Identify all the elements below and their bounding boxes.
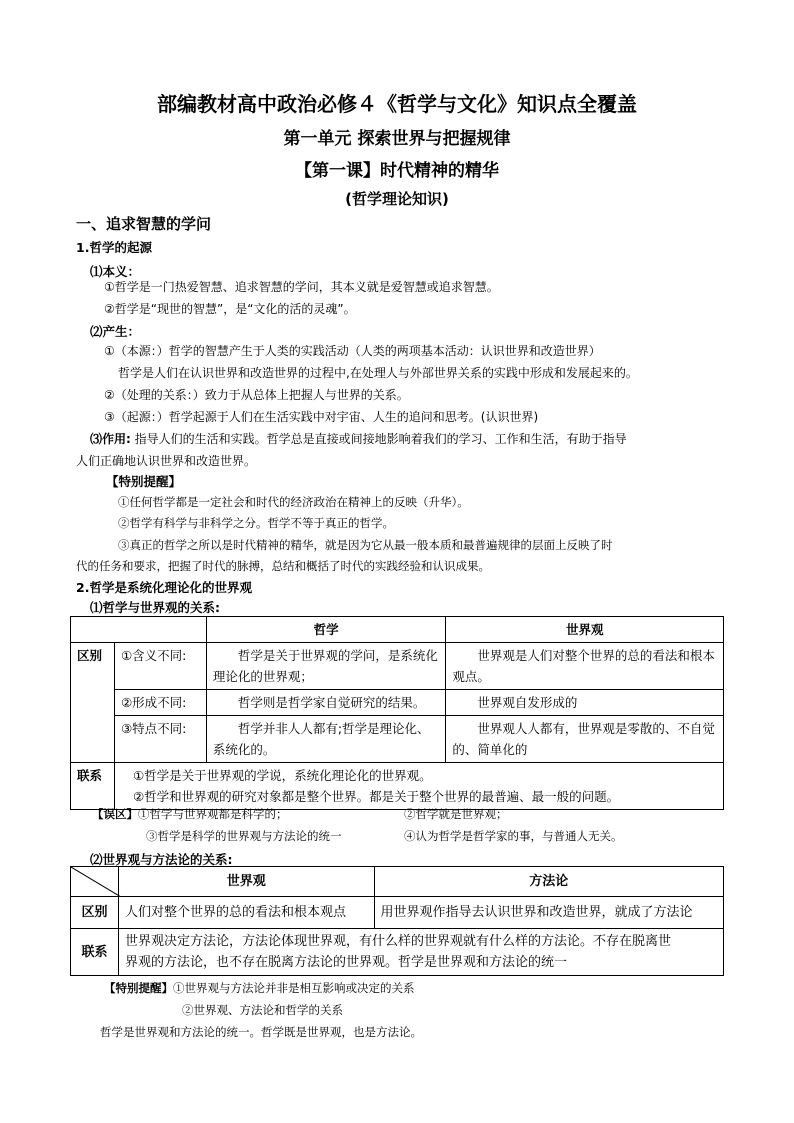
row-header-connection: 联系	[71, 929, 119, 976]
column-header-worldview: 世界观	[118, 867, 374, 897]
table-cell: 哲学并非人人都有;哲学是理论化、系统化的。	[206, 716, 446, 763]
table-cell: 哲学是关于世界观的学问，是系统化理论化的世界观；	[206, 643, 446, 690]
tip-point-2: ②哲学有科学与非科学之分。哲学不等于真正的哲学。	[118, 516, 394, 530]
table-cell	[114, 763, 723, 810]
tip-point-3: ③真正的哲学之所以是时代精神的精华，就是因为它从最一般本质和最普遍规律的层面上反映了时	[118, 538, 613, 552]
row-label: ①含义不同:	[114, 643, 206, 690]
tip-point-3-cont: 代的任务和要求，把握了时代的脉搏，总结和概括了时代的实践经验和认识成果。	[76, 559, 490, 573]
misconception-point-3: ③哲学是科学的世界观与方法论的统一	[146, 829, 342, 843]
tip2-heading: 【特别提醒】	[104, 981, 173, 995]
table-row	[71, 897, 724, 929]
row-header-difference: 区别	[71, 643, 115, 763]
section-heading: 一、追求智慧的学问	[76, 215, 212, 233]
table-header-row	[71, 867, 724, 897]
tip2-point-2: ②世界观、方法论和哲学的关系	[182, 1003, 343, 1017]
tip-heading: 【特别提醒】	[106, 474, 182, 489]
table-cell: 哲学则是哲学家自觉研究的结果。	[206, 690, 446, 716]
final-statement: 哲学是世界观和方法论的统一。哲学既是世界观，也是方法论。	[100, 1025, 422, 1039]
table-row	[71, 929, 724, 976]
table-cell	[118, 929, 723, 976]
philosophy-worldview-table	[70, 616, 724, 810]
table-cell: 人们对整个世界的总的看法和根本观点	[118, 897, 374, 929]
subsection-worldview: 2.哲学是系统化理论化的世界观	[76, 580, 252, 595]
row-header-connection: 联系	[71, 763, 115, 810]
table-cell: 世界观是人们对整个世界的总的看法和根本观点。	[446, 643, 724, 690]
worldview-method-table	[70, 866, 724, 976]
table-corner	[71, 867, 119, 897]
function-text: 指导人们的生活和实践。哲学总是直接或间接地影响着我们的学习、工作和生活，有助于指导	[134, 432, 627, 446]
row-header-difference: 区别	[71, 897, 119, 929]
tip2-point-1: ①世界观与方法论并非是相互影响或决定的关系	[173, 981, 415, 995]
table-cell: 用世界观作指导去认识世界和改造世界，就成了方法论	[374, 897, 723, 929]
function-label: ⑶作用:	[90, 432, 131, 446]
item-origin-label: ⑵产生：	[90, 324, 141, 339]
table-row	[71, 690, 724, 716]
diagonal-line-icon	[71, 867, 121, 897]
misconception-point-4: ④认为哲学是哲学家的事，与普通人无关。	[404, 829, 623, 843]
meaning-point-2: ②哲学是“现世的智慧”，是“文化的活的灵魂”。	[104, 302, 356, 316]
misconception-point-2: ②哲学就是世界观；	[404, 807, 508, 821]
tip2-line-1	[104, 980, 415, 996]
origin-point-3: ③（起源：）哲学起源于人们在生活实践中对宇宙、人生的追问和思考。(认识世界)	[104, 410, 539, 424]
origin-point-2: ②（处理的关系：）致力于从总体上把握人与世界的关系。	[104, 388, 409, 402]
misconception-point-1: ①哲学与世界观都是科学的；	[138, 807, 288, 821]
table-row	[71, 763, 724, 810]
misconception-heading: 【误区】	[92, 807, 138, 821]
worldview-method-label: ⑵世界观与方法论的关系:	[90, 852, 233, 867]
origin-point-1-detail: 哲学是人们在认识世界和改造世界的过程中,在处理人与外部世界关系的实践中形成和发展起来的。	[118, 366, 638, 380]
philosophy-worldview-label: ⑴哲学与世界观的关系:	[90, 600, 220, 615]
lesson-heading: 【第一课】时代精神的精华	[295, 161, 499, 181]
column-header-philosophy: 哲学	[206, 617, 446, 643]
column-header-methodology: 方法论	[374, 867, 723, 897]
table-cell: 世界观人人都有，世界观是零散的、不自觉的、简单化的	[446, 716, 724, 763]
table-row	[71, 643, 724, 690]
connection-line-1: 世界观决定方法论，方法论体现世界观，有什么样的世界观就有什么样的方法论。不存在脱离世	[124, 934, 671, 949]
subsection-origin: 1.哲学的起源	[76, 240, 152, 255]
function-line-1	[90, 430, 627, 447]
function-line-2: 人们正确地认识世界和改造世界。	[76, 454, 257, 468]
connection-point-2: ②哲学和世界观的研究对象都是整个世界。都是关于整个世界的最普遍、最一般的问题。	[132, 789, 620, 804]
unit-heading: 第一单元 探索世界与把握规律	[283, 129, 511, 149]
table-header-row	[71, 617, 724, 643]
row-label: ③特点不同:	[114, 716, 206, 763]
table-corner	[71, 617, 207, 643]
tip-point-1: ①任何哲学都是一定社会和时代的经济政治在精神上的反映（升华）。	[118, 495, 469, 509]
misconception-line-1	[92, 806, 288, 822]
origin-point-1: ①（本源：）哲学的智慧产生于人类的实践活动（人类的两项基本活动：认识世界和改造世界）	[104, 344, 601, 358]
column-header-worldview: 世界观	[446, 617, 724, 643]
row-label: ②形成不同:	[114, 690, 206, 716]
page-title: 部编教材高中政治必修４《哲学与文化》知识点全覆盖	[157, 92, 637, 116]
lesson-subtitle: (哲学理论知识)	[345, 190, 449, 208]
table-row	[71, 716, 724, 763]
item-meaning-label: ⑴本义：	[90, 264, 141, 279]
connection-line-2: 界观的方法论，也不存在脱离方法论的世界观。哲学是世界观和方法论的统一	[124, 955, 567, 970]
meaning-point-1: ①哲学是一门热爱智慧、追求智慧的学问，其本义就是爱智慧或追求智慧。	[104, 280, 499, 294]
table-cell: 世界观自发形成的	[446, 690, 724, 716]
connection-point-1: ①哲学是关于世界观的学说，系统化理论化的世界观。	[132, 768, 432, 783]
